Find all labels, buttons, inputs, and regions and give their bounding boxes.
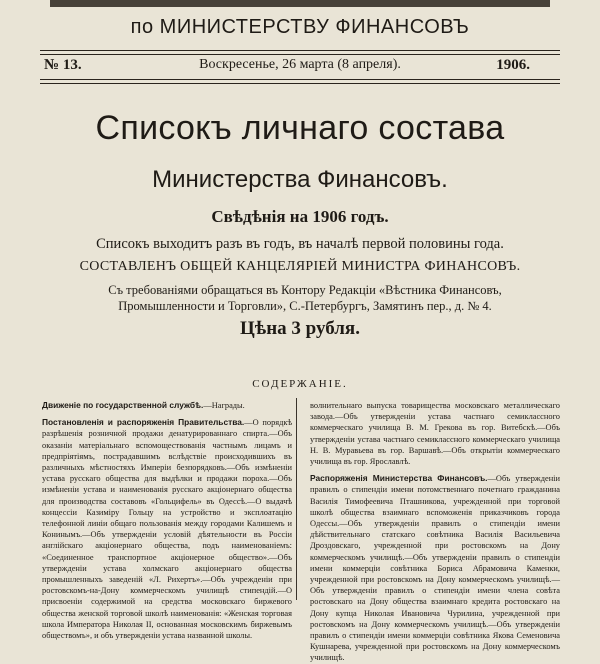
masthead-rule [40,54,560,55]
issue-line [40,57,560,77]
advert-contact: Съ требованіями обращаться въ Контору Редакціи «Вѣстника Финансовъ, Промышленности и Торговли», С.-Петербургъ, Замятинъ пер., д. № 4. [108,283,502,313]
advert-subtitle: Министерства Финансовъ. [152,166,448,193]
masthead-rule [40,79,560,80]
contents-title: СОДЕРЖАНІЕ. [252,378,348,390]
issue-year: 1906. [496,57,530,73]
contents-left-column [42,400,292,641]
contents-text: —О порядкѣ разрѣшенія розничной продажи денатурированнаго спирта.—Объ оказаніи матеріальнаго вспомоществованія частнымъ лицамъ и предпріятіямъ, пострадавшимъ вслѣдствіе происходившихъ въ различныхъ мѣстностяхъ Имперіи безпорядковъ.—Объ измѣненіи устава русскаго общества для выдѣлки и продажи пороха.—Объ измѣненіи устава и наименованія русскаго акціонернаго общества для производства составовъ «Гольцифель» въ Одессѣ.—О выдачѣ концессіи Казиміру Гольцу на устройство и эксплоатацію телефонной линіи общаго пользованія между городами Калишемъ и Конинымъ.—Объ утвержденіи условій дѣятельности въ Россіи англійскаго акціонернаго общества, подъ наименованіемъ: «Соединенное транспортное акціонерное общество».—Объ утвержденіи устава холмскаго акціонернаго общества промышленныхъ заведеній «Л. Рихертъ».—Объ учрежденіи при ростовскомъ-на-Дону коммерческомъ училищѣ стипендій.—О присвоеніи содержимой на средства московскаго биржевого общества женской торговой школѣ наименованія: «Женская торговая школа Императора Николая II, основанная московскимъ биржевымъ обществомъ», и объ утвержденіи устава названной школы. [42,418,293,641]
advert-frequency: Списокъ выходитъ разъ въ годъ, въ началѣ первой половины года. [96,236,504,252]
advert-compiled: СОСТАВЛЕНЪ ОБЩЕЙ КАНЦЕЛЯРІЕЙ МИНИСТРА ФИНАНСОВЪ. [79,259,521,274]
contents-heading: Движеніе по государственной службѣ. [42,400,204,410]
contents-paragraph [42,417,292,641]
masthead-rule [40,50,560,51]
advert-price: Цѣна 3 рубля. [240,318,360,339]
contents-text: —Награды. [203,401,245,410]
issue-date: Воскресенье, 26 марта (8 апреля). [199,57,401,72]
contents-heading: Распоряженія Министерства Финансовъ. [310,473,488,484]
masthead-title-strip [50,0,550,7]
contents-text: —Объ утвержденіи правилъ о стипендіи имени потомственнаго почетнаго гражданина Василія Тимофеевича Пташникова, учрежденной при торговой школѣ общества взаимнаго вспоможенія приказчиковъ города Одессы.—Объ утвержденіи правилъ о стипендіи имени дѣйствительнаго статскаго совѣтника Василія Васильевича Дроздовскаго, учрежденной при ростовскомъ на Дону коммерческомъ училищѣ.—Объ утвержденіи правилъ о стипендіи имени коммерціи совѣтника Бориса Абрамовича Каменки, учрежденной при ростовскомъ на Дону коммерческомъ училищѣ.—Объ утвержденіи правилъ о стипендіи имени члена совѣта ростовскаго на Дону общества взаимнаго кредита ростовскаго на Дону купца Николая Ивановича Чурилина, учрежденной при ростовскомъ на Дону коммерческомъ училищѣ.—Объ утвержденіи правилъ о стипендіи имени коммерціи совѣтника Якова Семеновича Кушнарева, учрежденной при ростовскомъ на Дону коммерческомъ училищѣ. [310,474,560,663]
contents-right-column [310,400,560,664]
contents-heading: Постановленія и распоряженія Правительства. [42,417,245,428]
masthead-ministry: по МИНИСТЕРСТВУ ФИНАНСОВЪ [130,16,470,38]
advert-title: Списокъ личнаго состава [95,109,505,147]
contents-paragraph [310,473,560,663]
issue-number: № 13. [44,57,82,73]
contents-text: волнительнаго выпуска товарищества московскаго металлическаго завода.—Объ утвержденіи устава частнаго семиклассного коммерческаго училища В. М. Грекова въ гор. Витебскѣ.—Объ утвержденіи устава частнаго семиклассного коммерческаго училища Н. В. Муравьева въ гор. Варшавѣ.—Объ открытіи коммерческаго училища въ гор. Ярославлѣ. [310,401,560,467]
column-divider [296,398,297,600]
advert-info: Свѣдѣнія на 1906 годъ. [211,207,389,226]
contents-paragraph [310,400,560,467]
contents-paragraph [42,400,292,411]
masthead-rule [40,83,560,84]
